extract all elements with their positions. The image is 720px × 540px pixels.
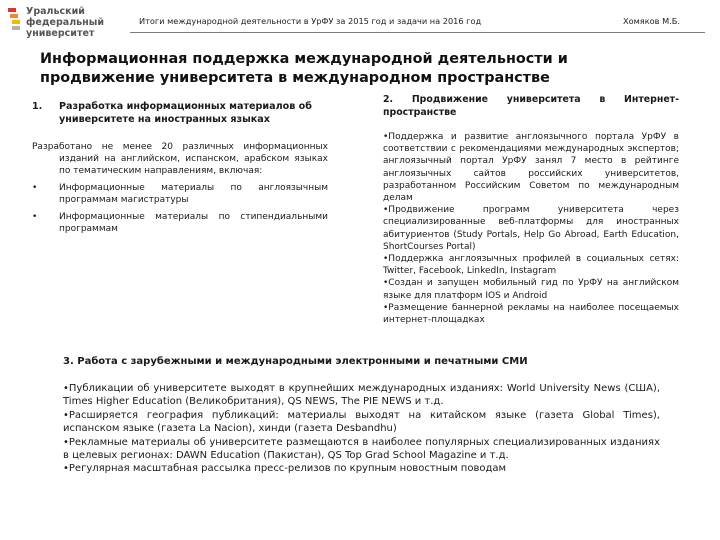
section3-body: [63, 382, 660, 476]
list-item: •Поддержка англоязычных профилей в социальных сетях: Twitter, Facebook, LinkedIn, Instagram: [383, 254, 679, 277]
section1-body: [32, 141, 328, 240]
section1-number: 1.: [32, 101, 43, 112]
section1-heading-text: Разработка информационных материалов об университете на иностранных языках: [59, 101, 312, 125]
list-item: •Размещение баннерной рекламы на наиболее посещаемых интернет-площадках: [383, 302, 679, 326]
list-item: [32, 211, 328, 235]
logo-bar-3: [12, 20, 20, 24]
list-item: •Рекламные материалы об университете размещаются в наиболее популярных специализированных изданиях в целевых регионах: DAWN Education (Пакистан), QS Top Grad School Magazine и т.д.: [63, 436, 660, 462]
section1-bullets: [32, 182, 328, 236]
list-item: •Публикации об университете выходят в крупнейших международных изданиях: World University News (США), Times Higher Education (Великобритания), QS NEWS, The PIE NEWS и т.д.: [63, 383, 660, 408]
header-author: Хомяков М.Б.: [623, 16, 680, 26]
page-title: Информационная поддержка международной деятельности и продвижение университета в международном пространстве: [40, 51, 568, 86]
section2: [383, 94, 679, 326]
logo-line: федеральный: [26, 17, 104, 28]
bullet-icon: •: [32, 182, 38, 193]
list-item: [32, 182, 328, 206]
list-item: •Поддержка и развитие англоязычного портала УрФУ в соответствии с рекомендациями международных экспертов; англоязычный портал УрФУ занял 7 место в рейтинге англоязычных сайтов российских университетов, разработанном Российским Советом по международным делам: [383, 132, 679, 204]
urfu-logo-icon: [6, 6, 24, 42]
list-item: •Регулярная масштабная рассылка пресс-релизов по крупным новостным поводам: [63, 463, 507, 475]
university-logo: [6, 6, 126, 46]
list-item: •Продвижение программ университета через специализированные веб-платформы для иностранных абитуриентов (Study Portals, Help Go Abroad, Earth Education, ShortCourses Portal): [383, 205, 679, 252]
logo-line: университет: [26, 28, 95, 39]
logo-wordmark: [26, 6, 104, 39]
section1-intro: Разработано не менее 20 различных информационных изданий на английском, испанском, арабском языках по тематическим направлениям, включая:: [32, 142, 328, 177]
bullet-text: Информационные материалы по стипендиальными программам: [59, 212, 328, 235]
list-item: •Создан и запущен мобильный гид по УрФУ на английском языке для платформ IOS и Android: [383, 278, 679, 301]
bullet-text: Информационные материалы по англоязычным программам магистратуры: [59, 182, 328, 205]
logo-bar-2: [10, 14, 18, 18]
section3-heading: 3. Работа с зарубежными и международными электронными и печатными СМИ: [63, 356, 528, 367]
header-divider: [130, 32, 705, 33]
bullet-icon: •: [32, 212, 38, 223]
logo-line: Уральский: [26, 6, 85, 17]
list-item: •Расширяется география публикаций: материалы выходят на китайском языке (газета Global Times), испанском языке (газета La Nacion), хинди (газета Desbandhu): [63, 409, 660, 435]
header-title: Итоги международной деятельности в УрФУ за 2015 год и задачи на 2016 год: [139, 16, 482, 26]
logo-bar-1: [8, 8, 16, 12]
section2-heading: 2. Продвижение университета в Интернет-пространстве: [383, 94, 679, 118]
